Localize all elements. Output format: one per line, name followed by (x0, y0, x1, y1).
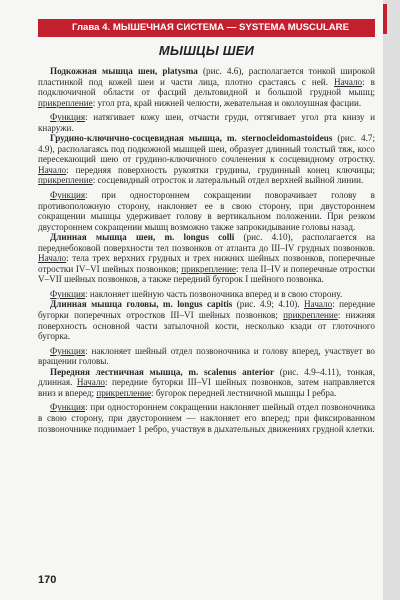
paragraph-text: (рис. 4.6), располагается тонкой широкой пластинкой под кожей шеи и части лица, плотно срастаясь с ней. (38, 66, 375, 87)
term-label: Начало (76, 377, 105, 388)
paragraph-text: : натягивает кожу шеи, отчасти груди, оттягивает угол рта книзу и кнаружи. (38, 112, 375, 133)
muscle-name: Грудино-ключично-сосцевидная мышца, m. sternocleidomastoideus (50, 133, 333, 144)
section-title: МЫШЦЫ ШЕИ (158, 43, 255, 58)
term-label: Начало (38, 253, 67, 264)
paragraph-function (38, 190, 375, 232)
paragraph-text: : передняя поверхность рукоятки грудины, грудинный конец ключицы; (66, 164, 375, 175)
term-label: прикрепление (38, 175, 93, 186)
paragraph-longus-capitis (38, 299, 375, 341)
paragraph-function (38, 112, 375, 133)
paragraph-text: (рис. 4.9; 4.10). (232, 299, 305, 310)
paragraph-longus-colli (38, 232, 375, 285)
term-label: Начало (38, 164, 67, 175)
muscle-name: Подкожная мышца шеи, platysma (50, 66, 198, 76)
paragraph-function (38, 289, 375, 300)
paragraph-text: : угол рта, край нижней челюсти, жевательная и околоушная фасции. (92, 97, 362, 108)
term-label: Начало (334, 76, 363, 87)
page-edge-tab (383, 4, 387, 34)
term-label: прикрепление (181, 263, 236, 274)
paragraph-function (38, 346, 375, 367)
paragraph-platysma (38, 66, 375, 108)
paragraph-text: : нижняя поверхность основной части затылочной кости, несколько кзади от глоточного бугорка. (38, 310, 375, 342)
term-label: прикрепление (38, 97, 93, 108)
paragraph-text: (рис. 4.10), располагается на переднебоковой поверхности тел позвонков от атланта до III–IV грудных позвонков. (38, 232, 375, 253)
paragraph-text: : наклоняет шейный отдел позвоночника и голову вперед, участвует во вращении головы. (38, 345, 375, 367)
muscle-name: Передняя лестничная мышца, m. scalenus anterior (50, 366, 275, 377)
paragraph-sternocleidomastoid (38, 133, 375, 186)
paragraph-text: (рис. 4.9–4.11), тонкая, длинная. (38, 366, 375, 388)
body-text (38, 66, 375, 434)
paragraph-text: (рис. 4.7; 4.9), располагаясь под подкожной мышцей шеи, образует длинный толстый тяж, косо пересекающий шею от грудино-ключичного сочленения к сосцевидному отростку. (38, 133, 375, 165)
paragraph-text: : передние бугорки III–VI шейных позвонков, затем направляется вниз и вперед; (38, 377, 375, 398)
paragraph-text: : бугорок передней лестничной мышцы I ребра. (151, 387, 337, 398)
term-label: Функция (50, 402, 86, 413)
term-label: Функция (50, 190, 86, 201)
paragraph-text: : тела II–IV и поперечные отростки V–VII шейных позвонков, а также передний бугорок I шейного позвонка. (38, 263, 375, 285)
paragraph-text: : при одностороннем сокращении поворачивает голову в противоположную сторону, наклоняет ее в свою сторону, при двустороннем сокращении мышцы удерживает голову в вертикальном положении. При резком двустороннем сокращении мышц возможно также запрокидывание головы назад. (38, 190, 375, 232)
chapter-header: Глава 4. МЫШЕЧНАЯ СИСТЕМА — SYSTEMA MUSCULARE (38, 19, 375, 37)
paragraph-scalenus-anterior (38, 367, 375, 399)
page-edge (383, 0, 400, 600)
term-label: прикрепление (96, 387, 152, 398)
paragraph-text: : передние бугорки поперечных отростков III–VI шейных позвонков; (38, 299, 376, 321)
page-number: 170 (38, 574, 57, 586)
paragraph-text: : в подключичной области от фасций дельтовидной и большой грудной мышц; (38, 76, 375, 98)
paragraph-text: : сосцевидный отросток и латеральный отдел верхней выйной линии. (92, 175, 364, 186)
paragraph-text: : наклоняет шейную часть позвоночника вперед и в свою сторону. (85, 288, 343, 299)
term-label: Функция (50, 288, 86, 299)
muscle-name: Длинная мышца головы, m. longus capitis (50, 299, 233, 310)
term-label: Функция (50, 112, 86, 123)
paragraph-function (38, 402, 375, 434)
paragraph-text: : тела трех верхних грудных и трех нижних шейных позвонков, поперечные отростки IV–VI шейных позвонков; (38, 253, 375, 274)
term-label: прикрепление (283, 310, 338, 321)
muscle-name: Длинная мышца шеи, m. longus colli (50, 232, 235, 243)
paragraph-text: : при одностороннем сокращении наклоняет шейный отдел позвоночника в свою сторону, при двустороннем — наклоняет его вперед; при фиксированном позвоночнике поднимает 1 ребро, участвуя в дыхательных движениях грудной клетки. (38, 402, 375, 434)
term-label: Функция (50, 345, 86, 356)
term-label: Начало (304, 299, 333, 310)
